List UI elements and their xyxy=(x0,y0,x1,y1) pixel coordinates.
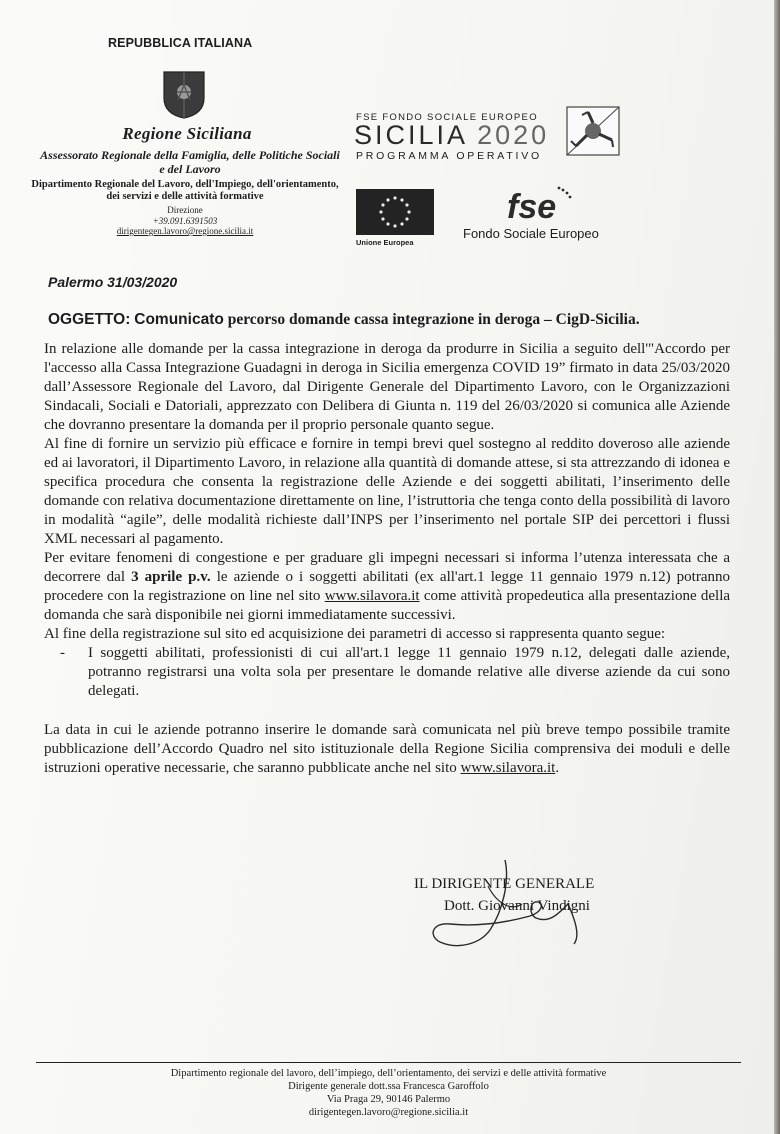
paragraph-5-text: La data in cui le aziende potranno inserire le domande sarà comunicata nel più breve tempo possibile tramite pubblicazione dell’Accordo Quadro nel sito istituzionale della Regione Sicilia comprensiva dei moduli e delle istruzioni operative necessarie, che saranno pubblicate anche nel sito xyxy=(44,722,730,776)
footer-email-link[interactable]: dirigentegen.lavoro@regione.sicilia.it xyxy=(308,1107,469,1118)
footer-divider xyxy=(36,1062,741,1063)
trinacria-icon xyxy=(566,106,620,156)
eu-label: Unione Europea xyxy=(356,238,414,247)
header-contacts xyxy=(30,205,340,237)
letter-date: Palermo 31/03/2020 xyxy=(48,274,178,290)
signatory-title: IL DIRIGENTE GENERALE xyxy=(414,876,595,892)
programma-operativo-label: PROGRAMMA OPERATIVO xyxy=(356,150,543,162)
region-name: Regione Siciliana xyxy=(122,124,252,143)
sicilia-year: 2020 xyxy=(477,120,550,150)
header-email-link[interactable]: dirigentegen.lavoro@regione.sicilia.it xyxy=(116,226,254,236)
department-name: Dipartimento Regionale del Lavoro, dell'Impiego, dell'orientamento, dei servizi e delle attività formative xyxy=(31,179,339,202)
list-item xyxy=(44,644,730,701)
silavora-link-2[interactable]: www.silavora.it xyxy=(460,760,556,776)
page-edge-shadow xyxy=(774,0,780,1134)
region-coat-of-arms-icon xyxy=(162,70,206,120)
page-footer xyxy=(36,1067,741,1119)
assessorato-name: Assessorato Regionale della Famiglia, delle Politiche Sociali e del Lavoro xyxy=(40,148,340,176)
footer-address: Via Praga 29, 90146 Palermo xyxy=(326,1094,451,1105)
sicilia-2020-logo xyxy=(354,120,549,151)
paragraph-5 xyxy=(44,721,730,778)
fse-logo-icon xyxy=(505,184,575,226)
paragraph-3-text-c: come attività propedeutica alla presentazione della domanda che sarà disponibile nei giorni immediatamente successivi. xyxy=(44,588,731,623)
bullet-dash: - xyxy=(60,645,65,661)
direction-label: Direzione xyxy=(167,205,203,215)
paragraph-5-end: . xyxy=(555,760,560,776)
subject-lead: Comunicato xyxy=(134,311,224,328)
paragraph-3-date: 3 aprile p.v. xyxy=(131,569,211,585)
bullet-text: I soggetti abilitati, professionisti di cui all'art.1 legge 11 gennaio 1979 n.12, delegati dalle aziende, potranno registrarsi una volta sola per presentare le domande relative alle diverse aziende da cui sono delegati. xyxy=(88,645,730,699)
paragraph-2: Al fine di fornire un servizio più efficace e fornire in tempi brevi quel sostegno al reddito doveroso alle aziende ed ai lavoratori, il Dipartimento Lavoro, in relazione alla quantità di domande attese, si sta attrezzando di idonea e specifica procedura che consenta la registrazione delle Aziende e dei soggetti abilitati, l’inserimento delle domande con relativa documentazione direttamente on line, l’istruttoria che tenga conto della possibilità di lavoro in modalità “agile”, delle modalità richieste dall’INPS per l’inserimento nel portale SIP dei percettori i flussi XML necessari al pagamento. xyxy=(44,436,730,547)
signatory-name: Dott. Giovanni Vindigni xyxy=(444,898,590,914)
paragraph-3 xyxy=(44,549,730,625)
republic-heading: REPUBBLICA ITALIANA xyxy=(108,36,253,50)
paragraph-1: In relazione alle domande per la cassa integrazione in deroga da produrre in Sicilia a seguito dell'"Accordo per l'accesso alla Cassa Integrazione Guadagni in deroga in Sicilia emergenza COVID 19” firmato in data 25/03/2020 dall’Assessore Regionale del Lavoro, dal Dirigente Generale del Dipartimento Lavoro, con le Organizzazioni Sindacali, Sociali e Datoriali, apprezzato con Delibera di Giunta n. 119 del 26/03/2020 si comunica alle Aziende che dovranno presentare la domanda per il proprio personale quanto segue. xyxy=(44,341,730,433)
silavora-link[interactable]: www.silavora.it xyxy=(324,588,420,604)
subject-label: OGGETTO: xyxy=(48,311,131,328)
paragraph-3-text-b: le aziende o i soggetti abilitati (ex all'art.1 legge 11 gennaio 1979 n.12) potranno procedere con la registrazione on line nel sito xyxy=(44,569,730,604)
paragraph-4: Al fine della registrazione sul sito ed acquisizione dei parametri di accesso si rappresenta quanto segue: xyxy=(44,626,666,642)
subject-text: percorso domande cassa integrazione in deroga – CigD-Sicilia. xyxy=(227,311,640,328)
subject-line xyxy=(48,311,640,329)
footer-department: Dipartimento regionale del lavoro, dell’impiego, dell’orientamento, dei servizi e delle attività formative xyxy=(170,1068,607,1079)
fse-top-label: FSE FONDO SOCIALE EUROPEO xyxy=(356,112,538,123)
eu-flag-icon xyxy=(356,189,434,235)
letter-body xyxy=(44,340,730,778)
phone-number: +39.091.6391503 xyxy=(152,215,218,226)
footer-director: Dirigente generale dott.ssa Francesca Garoffolo xyxy=(288,1081,489,1092)
sicilia-word: SICILIA xyxy=(354,120,467,150)
fse-mark: fse xyxy=(507,188,557,226)
fse-label: Fondo Sociale Europeo xyxy=(463,226,599,241)
paragraph-3-text-a: Per evitare fenomeni di congestione e per graduare gli impegni necessari si informa l’utenza interessata che a decorrere dal xyxy=(44,550,730,585)
